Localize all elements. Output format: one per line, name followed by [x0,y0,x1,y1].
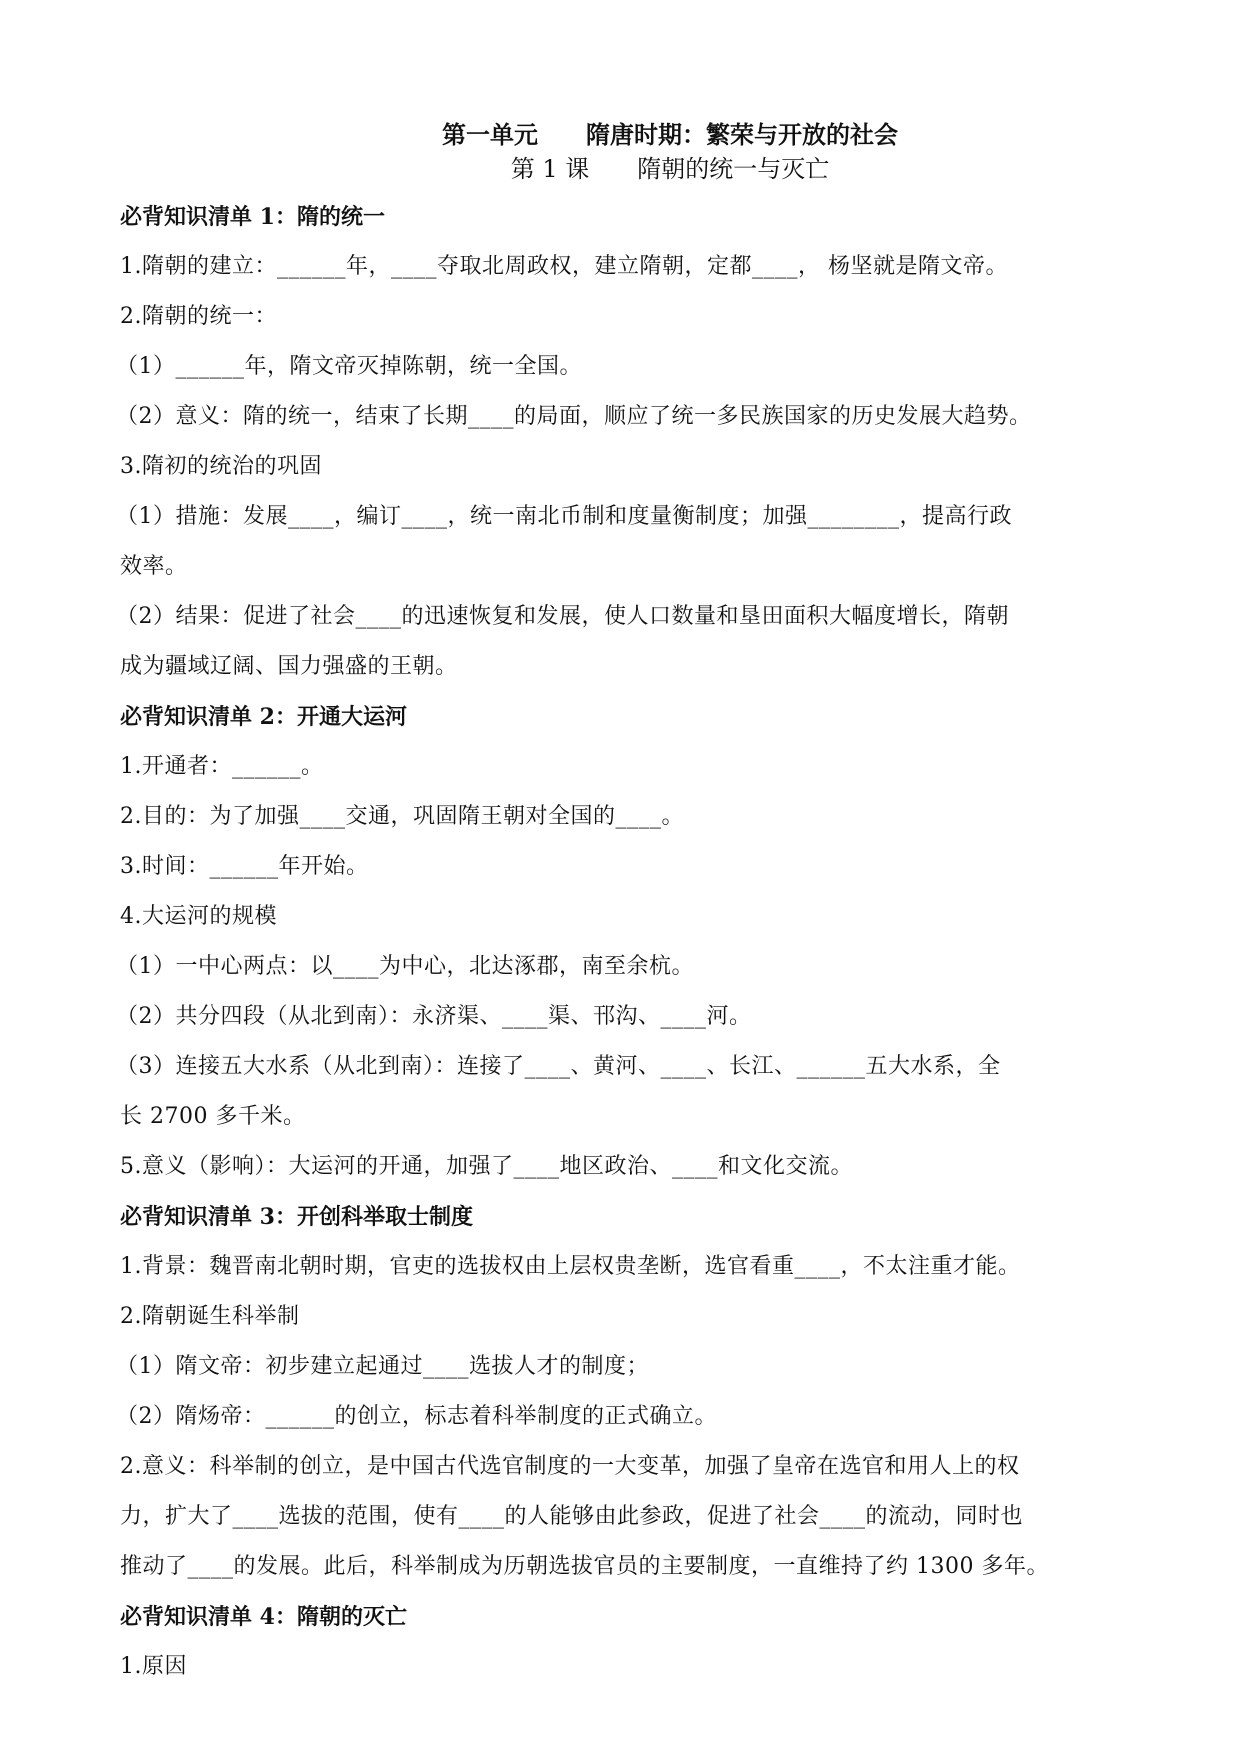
text-line: （1）一中心两点：以____为中心，北达涿郡，南至余杭。 [116,954,694,979]
text-line: 3.时间：______年开始。 [120,854,369,879]
document-page [116,118,1130,1692]
text-line: 成为疆域辽阔、国力强盛的王朝。 [120,654,458,679]
text-line: 1.背景：魏晋南北朝时期，官吏的选拔权由上层权贵垄断，选官看重____，不太注重才能。 [120,1254,1021,1279]
text-line: （2）意义：隋的统一，结束了长期____的局面，顺应了统一多民族国家的历史发展大趋势。 [116,404,1032,429]
text-line: 效率。 [120,554,188,579]
document-body [116,192,1130,1692]
lesson-title: 第 1 课 隋朝的统一与灭亡 [510,155,830,183]
text-line: 长 2700 多千米。 [120,1104,306,1129]
text-line: 1.开通者：______。 [120,754,324,779]
text-line: （2）共分四段（从北到南）：永济渠、____渠、邗沟、____河。 [116,1004,752,1029]
section-heading: 必背知识清单 2：开通大运河 [120,704,407,730]
text-line: 推动了____的发展。此后，科举制成为历朝选拔官员的主要制度，一直维持了约 1300 多年。 [120,1554,1049,1579]
section-heading: 必背知识清单 4：隋朝的灭亡 [120,1604,407,1630]
text-line: 力，扩大了____选拔的范围，使有____的人能够由此参政，促进了社会____的流动，同时也 [120,1504,1024,1529]
text-line: （2）结果：促进了社会____的迅速恢复和发展，使人口数量和垦田面积大幅度增长，隋朝 [116,604,1009,629]
text-line: 3.隋初的统治的巩固 [120,454,322,479]
text-line: 1.隋朝的建立：______年，____夺取北周政权，建立隋朝，定都____， 杨坚就是隋文帝。 [120,254,1008,279]
text-line: 5.意义（影响）：大运河的开通，加强了____地区政治、____和文化交流。 [120,1154,853,1179]
text-line: （1）隋文帝：初步建立起通过____选拔人才的制度； [116,1354,649,1379]
text-line: （1）措施：发展____，编订____，统一南北币制和度量衡制度；加强________，提高行政 [116,504,1012,529]
text-line: 1.原因 [120,1654,187,1679]
text-line: 2.意义：科举制的创立，是中国古代选官制度的一大变革，加强了皇帝在选官和用人上的权 [120,1454,1020,1479]
text-line: 4.大运河的规模 [120,904,277,929]
section-heading: 必背知识清单 3：开创科举取士制度 [120,1204,473,1230]
text-line: （2）隋炀帝：______的创立，标志着科举制度的正式确立。 [116,1404,717,1429]
text-line: 2.目的：为了加强____交通，巩固隋王朝对全国的____。 [120,804,684,829]
text-line: （1）______年，隋文帝灭掉陈朝，统一全国。 [116,354,582,379]
text-line: 2.隋朝的统一： [120,304,277,329]
unit-title: 第一单元 隋唐时期：繁荣与开放的社会 [442,120,898,149]
text-line: （3）连接五大水系（从北到南）：连接了____、黄河、____、长江、______五大水系，全 [116,1054,1001,1079]
text-line: 2.隋朝诞生科举制 [120,1304,300,1329]
section-heading: 必背知识清单 1：隋的统一 [120,204,385,230]
